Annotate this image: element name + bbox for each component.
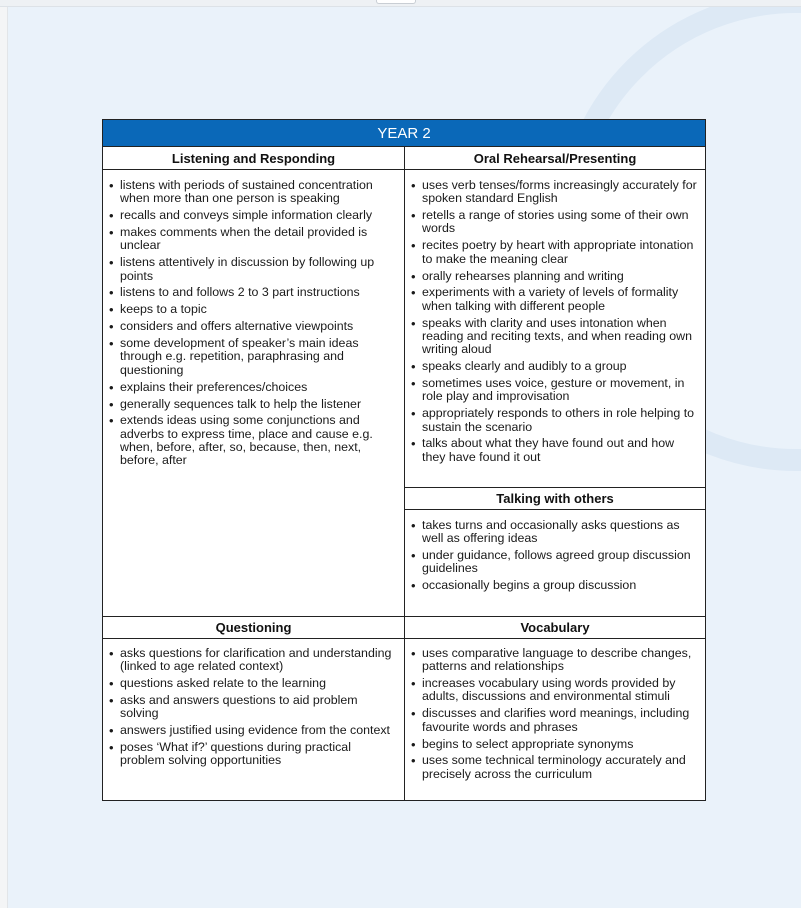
list-item: • experiments with a variety of levels of formality when talking with different people [410,286,700,313]
list-item: • considers and offers alternative viewpoints [108,320,398,333]
list-item: • some development of speaker’s main ideas through e.g. repetition, paraphrasing and questioning [108,337,398,377]
list-item: • recalls and conveys simple information clearly [108,209,398,222]
list-item: • listens to and follows 2 to 3 part instructions [108,286,398,299]
list-item: • talks about what they have found out and how they have found it out [410,437,700,464]
list-item: • discusses and clarifies word meanings, including favourite words and phrases [410,707,700,734]
list-item: • takes turns and occasionally asks questions as well as offering ideas [410,519,700,546]
questioning-heading: Questioning [215,620,292,635]
page-handle[interactable] [376,0,416,4]
column-divider [404,147,405,801]
list-item: • uses comparative language to describe changes, patterns and relationships [410,647,700,674]
document-page [8,7,801,908]
oral-list [410,179,700,468]
list-item: • retells a range of stories using some of their own words [410,209,700,236]
table-title: YEAR 2 [103,120,705,147]
vocabulary-list [410,647,700,785]
list-item: • increases vocabulary using words provided by adults, discussions and environmental stimuli [410,677,700,704]
oral-heading: Oral Rehearsal/Presenting [473,151,637,166]
list-item: • listens attentively in discussion by following up points [108,256,398,283]
list-item: • explains their preferences/choices [108,381,398,394]
list-item: • speaks clearly and audibly to a group [410,360,700,373]
list-item: • speaks with clarity and uses intonation when reading and reciting texts, and when reading own writing aloud [410,317,700,357]
list-item: • generally sequences talk to help the listener [108,398,398,411]
list-item: • uses some technical terminology accurately and precisely across the curriculum [410,754,700,781]
list-item: • uses verb tenses/forms increasingly accurately for spoken standard English [410,179,700,206]
year2-table [102,119,706,801]
list-item: • recites poetry by heart with appropriate intonation to make the meaning clear [410,239,700,266]
list-item: • poses ‘What if?’ questions during practical problem solving opportunities [108,741,398,768]
list-item: • occasionally begins a group discussion [410,579,700,592]
list-item: • makes comments when the detail provided is unclear [108,226,398,253]
list-item: • begins to select appropriate synonyms [410,738,700,751]
list-item: • asks questions for clarification and understanding (linked to age related context) [108,647,398,674]
viewer-left-edge [0,7,8,908]
list-item: • listens with periods of sustained concentration when more than one person is speaking [108,179,398,206]
list-item: • answers justified using evidence from the context [108,724,398,737]
listening-list [108,179,398,471]
list-item: • asks and answers questions to aid problem solving [108,694,398,721]
talking-heading: Talking with others [496,491,614,506]
list-item: • under guidance, follows agreed group discussion guidelines [410,549,700,576]
list-item: • keeps to a topic [108,303,398,316]
talking-list [410,519,700,596]
vocabulary-heading: Vocabulary [520,620,590,635]
list-item: • extends ideas using some conjunctions and adverbs to express time, place and cause e.g. when, before, after, so, because, then, next, before, after [108,414,398,467]
questioning-list [108,647,398,771]
list-item: • orally rehearses planning and writing [410,270,700,283]
list-item: • appropriately responds to others in role helping to sustain the scenario [410,407,700,434]
listening-heading: Listening and Responding [171,151,336,166]
list-item: • questions asked relate to the learning [108,677,398,690]
list-item: • sometimes uses voice, gesture or movement, in role play and improvisation [410,377,700,404]
